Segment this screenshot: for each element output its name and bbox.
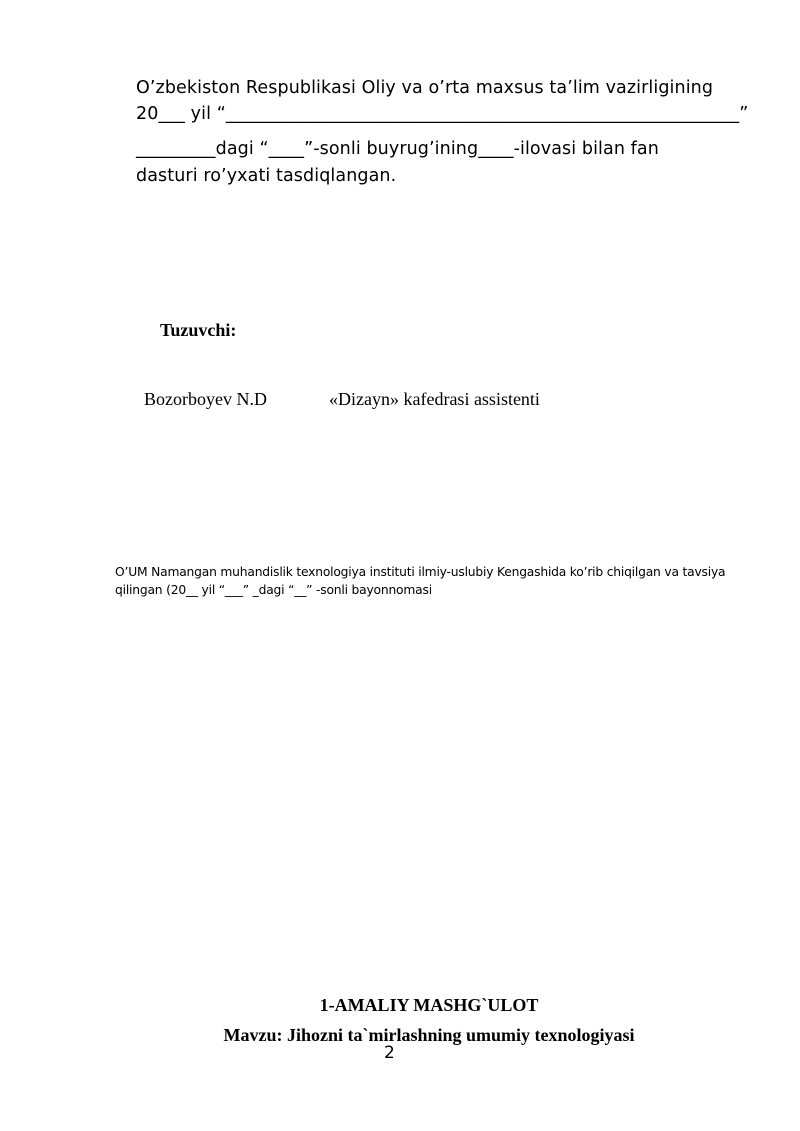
approval-line-4: dasturi ro’yxati tasdiqlangan.: [136, 166, 397, 186]
page-number: 2: [384, 1043, 395, 1063]
council-line-1: O’UM Namangan muhandislik texnologiya instituti ilmiy-uslubiy Kengashida ko’rib chiqilgan va tavsiya: [115, 565, 726, 579]
compiler-position: «Dizayn» kafedrasi assistenti: [329, 389, 540, 409]
compiler-heading: Tuzuvchi:: [160, 320, 237, 340]
approval-line-1: O’zbekiston Respublikasi Oliy va o’rta maxsus ta’lim vazirligining: [136, 78, 714, 98]
council-line-2: qilingan (20__ yil “___” _dagi “__” -sonli bayonnomasi: [115, 583, 432, 597]
approval-line-2: 20___ yil “__________________________________________________________”: [136, 104, 749, 124]
practice-topic: Mavzu: Jihozni ta`mirlashning umumiy texnologiyasi: [223, 1025, 635, 1045]
compiler-name: Bozorboyev N.D: [144, 389, 267, 409]
practice-title: 1-AMALIY MASHG`ULOT: [319, 995, 539, 1015]
approval-line-3: _________dagi “____”-sonli buyrug’ining____-ilovasi bilan fan: [136, 139, 659, 159]
